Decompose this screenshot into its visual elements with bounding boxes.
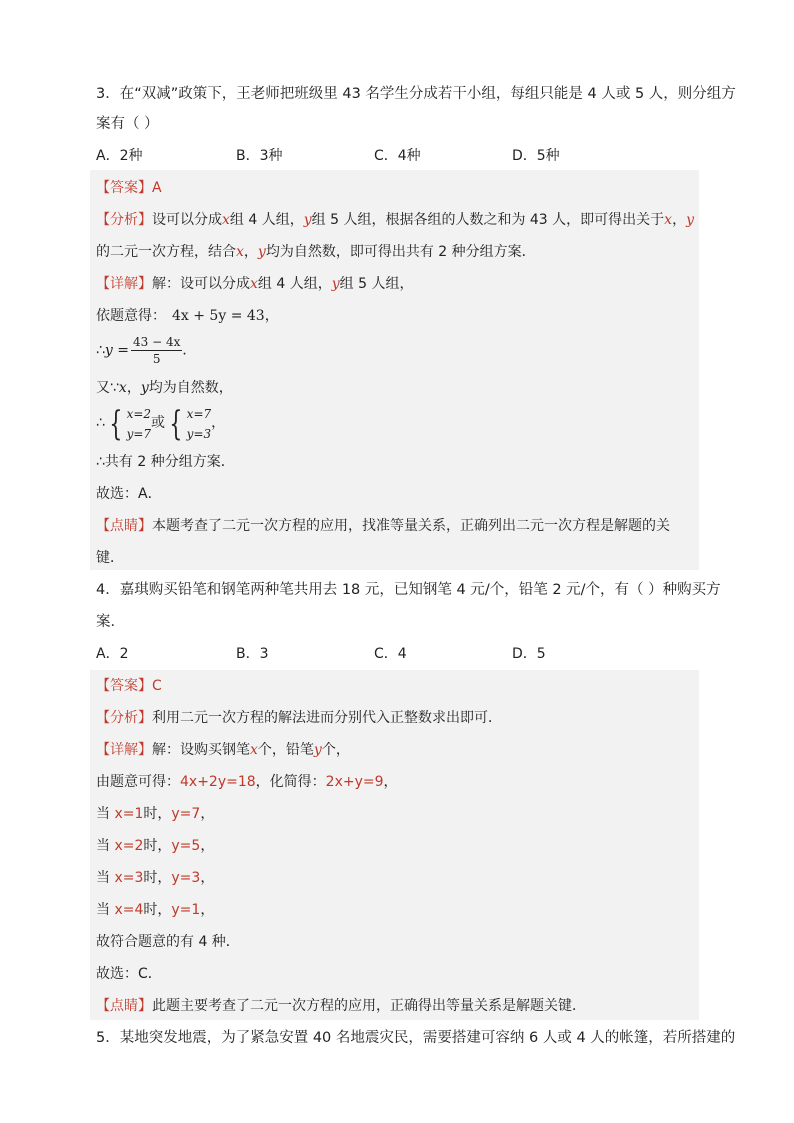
text: 或 <box>151 415 166 431</box>
text: 由题意可得： <box>96 774 180 790</box>
answer-tag: 【答案】 <box>96 678 152 694</box>
equation-system-2 <box>165 402 211 444</box>
text: ， <box>200 870 215 886</box>
text: 解：设购买钢笔 <box>152 742 250 758</box>
q3-solution-box <box>90 170 699 570</box>
q4-detail-line8: 故选：C． <box>96 966 162 982</box>
x-value: x=2 <box>114 838 144 854</box>
var-x: x <box>236 244 244 260</box>
text: 解：设可以分成 <box>152 276 250 292</box>
q3-detail-line7: 故选：A． <box>96 486 162 502</box>
q4-answer <box>96 676 162 696</box>
equation: 4x + 5y = 43 <box>172 308 265 324</box>
analysis-tag: 【分析】 <box>96 710 152 726</box>
q3-detail-line3 <box>96 334 196 370</box>
q4-detail-line2 <box>96 772 398 792</box>
q4-case-2 <box>96 836 214 856</box>
text: 当 <box>96 902 115 918</box>
q3-comment-line2: 键． <box>96 550 124 566</box>
var-y: y <box>257 244 266 260</box>
q3-analysis-line2 <box>96 242 536 262</box>
comment-tag: 【点睛】 <box>96 998 152 1014</box>
var-y: y <box>303 212 312 228</box>
q3-option-d: D．5种 <box>512 148 560 164</box>
var-x: x <box>664 212 673 228</box>
system-row: y=7 <box>126 426 152 441</box>
q4-stem-line2: 案． <box>96 614 125 630</box>
q4-case-1 <box>96 804 214 824</box>
equation-system-1 <box>105 402 151 444</box>
system-row: x=2 <box>126 406 152 421</box>
text: 本题考查了二元一次方程的应用，找准等量关系，正确列出二元一次方程是解题的关 <box>152 518 670 534</box>
q3-detail-line2 <box>96 306 279 326</box>
q5-stem-line1: 5．某地突发地震，为了紧急安置 40 名地震灾民，需要搭建可容纳 6 人或 4 人的帐篷，若所搭建的 <box>96 1030 736 1046</box>
q3-option-b: B．3种 <box>236 148 283 164</box>
answer-value: A <box>152 180 162 196</box>
system-row: y=3 <box>186 426 212 441</box>
text: 当 <box>96 838 115 854</box>
text: ． <box>182 342 197 359</box>
therefore: ∴ <box>96 342 105 359</box>
text: 设可以分成 <box>152 212 222 228</box>
q4-option-c: C．4 <box>374 646 407 662</box>
q4-stem-line1: 4．嘉琪购买铅笔和钢笔两种笔共用去 18 元，已知钢笔 4 元/个，铅笔 2 元/个，有（ ）种购买方 <box>96 582 721 598</box>
y-value: y=1 <box>171 902 201 918</box>
detail-tag: 【详解】 <box>96 276 152 292</box>
text: 的二元一次方程，结合 <box>96 244 236 260</box>
q3-detail-line6: ∴共有 2 种分组方案． <box>96 454 235 470</box>
therefore: ∴ <box>96 415 105 431</box>
text: 时， <box>143 902 172 918</box>
equation-simplified: 2x+y=9 <box>325 774 384 790</box>
q4-detail-line7: 故符合题意的有 4 种． <box>96 934 240 950</box>
system-rows <box>187 404 211 444</box>
lhs: y = <box>104 342 130 359</box>
var-y: y <box>331 276 340 292</box>
denominator: 5 <box>152 352 161 366</box>
text: ， <box>200 902 215 918</box>
q3-stem-line2: 案有（ ） <box>96 116 159 132</box>
detail-tag: 【详解】 <box>96 742 152 758</box>
text: ， <box>200 806 215 822</box>
q3-detail-line4 <box>96 378 233 398</box>
q3-stem-line1: 3．在“双减”政策下，王老师把班级里 43 名学生分成若干小组，每组只能是 4 人或 5 人，则分组方 <box>96 86 736 102</box>
q4-case-4 <box>96 900 214 920</box>
text: 时， <box>143 806 172 822</box>
q4-option-d: D．5 <box>512 646 546 662</box>
system-row: x=7 <box>186 406 212 421</box>
left-brace: { <box>109 403 123 444</box>
var-y: y <box>140 380 149 396</box>
x-value: x=1 <box>114 806 144 822</box>
y-value: y=7 <box>171 806 201 822</box>
text: 均为自然数，即可得出共有 2 种分组方案． <box>265 244 536 260</box>
text: 组 4 人组， <box>229 212 304 228</box>
q4-option-b: B．3 <box>236 646 269 662</box>
text: ，化简得： <box>255 774 326 790</box>
x-value: x=3 <box>114 870 144 886</box>
var-x: x <box>250 276 258 292</box>
text: ， <box>383 774 398 790</box>
system-rows <box>127 404 151 444</box>
q3-detail-line5 <box>96 402 225 444</box>
text: 组 5 人组， <box>339 276 414 292</box>
text: 均为自然数， <box>148 380 233 396</box>
q4-analysis-line1 <box>96 708 502 728</box>
var-y: y <box>313 742 322 758</box>
numerator: 43 − 4x <box>133 335 181 349</box>
q4-detail-line1 <box>96 740 350 760</box>
q3-option-a: A．2种 <box>96 148 143 164</box>
x-value: x=4 <box>114 902 144 918</box>
equation: 4x+2y=18 <box>180 774 256 790</box>
y-value: y=5 <box>171 838 201 854</box>
text: 当 <box>96 806 115 822</box>
text: 又∵ <box>96 380 119 396</box>
left-brace: { <box>169 403 183 444</box>
q3-answer <box>96 178 162 198</box>
q4-comment-line1 <box>96 996 586 1016</box>
text: ， <box>672 212 687 228</box>
analysis-tag: 【分析】 <box>96 212 152 228</box>
y-value: y=3 <box>171 870 201 886</box>
text: ， <box>200 838 215 854</box>
answer-tag: 【答案】 <box>96 180 152 196</box>
text: 个，铅笔 <box>257 742 314 758</box>
var-x: x <box>118 380 127 396</box>
text: 个， <box>321 742 350 758</box>
q3-analysis-line1 <box>96 210 694 230</box>
answer-value: C <box>152 678 162 694</box>
q3-detail-line1 <box>96 274 413 294</box>
text: 依题意得： <box>96 308 166 324</box>
text: ， <box>243 244 258 260</box>
comment-tag: 【点睛】 <box>96 518 152 534</box>
text: 时， <box>143 870 172 886</box>
q3-comment-line1 <box>96 516 670 536</box>
text: 时， <box>143 838 172 854</box>
q4-case-3 <box>96 868 214 888</box>
text: ， <box>126 380 141 396</box>
text: 此题主要考查了二元一次方程的应用，正确得出等量关系是解题关键． <box>152 998 586 1014</box>
q4-option-a: A．2 <box>96 646 129 662</box>
var-y: y <box>686 212 694 228</box>
text: 组 5 人组，根据各组的人数之和为 43 人，即可得出关于 <box>311 212 665 228</box>
text: 组 4 人组， <box>257 276 332 292</box>
var-x: x <box>222 212 230 228</box>
var-x: x <box>250 742 258 758</box>
q3-option-c: C．4种 <box>374 148 421 164</box>
text: 当 <box>96 870 115 886</box>
text: ， <box>211 415 226 431</box>
fraction <box>131 334 182 367</box>
text: 利用二元一次方程的解法进而分别代入正整数求出即可． <box>152 710 502 726</box>
text: ， <box>264 308 279 324</box>
